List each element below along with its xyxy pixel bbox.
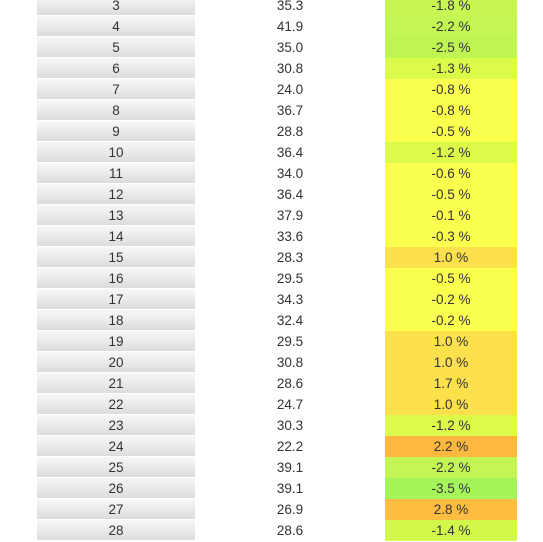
value-cell: 36.7: [195, 100, 385, 121]
row-number-cell: 18: [37, 310, 195, 331]
row-number-cell: 3: [37, 0, 195, 16]
row-number-cell: 27: [37, 499, 195, 520]
change-cell: -0.1 %: [385, 205, 517, 226]
table-row: [37, 142, 517, 163]
data-table: [37, 0, 517, 541]
change-cell: -1.3 %: [385, 58, 517, 79]
value-cell: 39.1: [195, 457, 385, 478]
row-number-cell: 25: [37, 457, 195, 478]
value-cell: 28.6: [195, 520, 385, 541]
row-number-cell: 5: [37, 37, 195, 58]
value-cell: 33.6: [195, 226, 385, 247]
row-number-cell: 28: [37, 520, 195, 541]
value-cell: 36.4: [195, 184, 385, 205]
table-row: [37, 205, 517, 226]
row-number-cell: 12: [37, 184, 195, 205]
change-cell: -1.8 %: [385, 0, 517, 16]
value-cell: 39.1: [195, 478, 385, 499]
table-row: [37, 352, 517, 373]
value-cell: 24.7: [195, 394, 385, 415]
table-row: [37, 499, 517, 520]
row-number-cell: 13: [37, 205, 195, 226]
row-number-cell: 6: [37, 58, 195, 79]
change-cell: 2.2 %: [385, 436, 517, 457]
table-row: [37, 373, 517, 394]
change-cell: -0.3 %: [385, 226, 517, 247]
change-cell: 1.0 %: [385, 394, 517, 415]
value-cell: 41.9: [195, 16, 385, 37]
value-cell: 26.9: [195, 499, 385, 520]
value-cell: 29.5: [195, 331, 385, 352]
table-row: [37, 226, 517, 247]
table-row: [37, 247, 517, 268]
change-cell: -2.2 %: [385, 16, 517, 37]
table-row: [37, 37, 517, 58]
row-number-cell: 16: [37, 268, 195, 289]
value-cell: 34.0: [195, 163, 385, 184]
row-number-cell: 10: [37, 142, 195, 163]
table-row: [37, 100, 517, 121]
change-cell: -1.2 %: [385, 415, 517, 436]
row-number-cell: 23: [37, 415, 195, 436]
change-cell: -0.2 %: [385, 310, 517, 331]
table-row: [37, 79, 517, 100]
table-row: [37, 394, 517, 415]
table-row: [37, 289, 517, 310]
value-cell: 30.8: [195, 352, 385, 373]
value-cell: 35.3: [195, 0, 385, 16]
table-row: [37, 310, 517, 331]
row-number-cell: 22: [37, 394, 195, 415]
row-number-cell: 7: [37, 79, 195, 100]
change-cell: 1.0 %: [385, 247, 517, 268]
row-number-cell: 14: [37, 226, 195, 247]
row-number-cell: 26: [37, 478, 195, 499]
value-cell: 29.5: [195, 268, 385, 289]
row-number-cell: 17: [37, 289, 195, 310]
change-cell: 2.8 %: [385, 499, 517, 520]
table-row: [37, 331, 517, 352]
row-number-cell: 4: [37, 16, 195, 37]
change-cell: 1.0 %: [385, 331, 517, 352]
value-cell: 30.8: [195, 58, 385, 79]
value-cell: 35.0: [195, 37, 385, 58]
table-row: [37, 478, 517, 499]
row-number-cell: 11: [37, 163, 195, 184]
change-cell: -3.5 %: [385, 478, 517, 499]
change-cell: -0.8 %: [385, 79, 517, 100]
change-cell: -1.4 %: [385, 520, 517, 541]
change-cell: 1.0 %: [385, 352, 517, 373]
change-cell: -0.5 %: [385, 268, 517, 289]
row-number-cell: 20: [37, 352, 195, 373]
change-cell: 1.7 %: [385, 373, 517, 394]
change-cell: -0.5 %: [385, 121, 517, 142]
value-cell: 37.9: [195, 205, 385, 226]
change-cell: -2.2 %: [385, 457, 517, 478]
table-row: [37, 268, 517, 289]
row-number-cell: 21: [37, 373, 195, 394]
value-cell: 32.4: [195, 310, 385, 331]
table-row: [37, 520, 517, 541]
table-row: [37, 436, 517, 457]
table-row: [37, 163, 517, 184]
change-cell: -1.2 %: [385, 142, 517, 163]
table-row: [37, 0, 517, 16]
table-row: [37, 457, 517, 478]
value-cell: 30.3: [195, 415, 385, 436]
row-number-cell: 24: [37, 436, 195, 457]
row-number-cell: 15: [37, 247, 195, 268]
row-number-cell: 9: [37, 121, 195, 142]
row-number-cell: 19: [37, 331, 195, 352]
table-row: [37, 58, 517, 79]
change-cell: -0.8 %: [385, 100, 517, 121]
table-row: [37, 16, 517, 37]
table-row: [37, 184, 517, 205]
value-cell: 28.3: [195, 247, 385, 268]
value-cell: 28.8: [195, 121, 385, 142]
table-row: [37, 121, 517, 142]
table-row: [37, 415, 517, 436]
change-cell: -2.5 %: [385, 37, 517, 58]
value-cell: 28.6: [195, 373, 385, 394]
value-cell: 22.2: [195, 436, 385, 457]
row-number-cell: 8: [37, 100, 195, 121]
change-cell: -0.5 %: [385, 184, 517, 205]
value-cell: 36.4: [195, 142, 385, 163]
value-cell: 24.0: [195, 79, 385, 100]
change-cell: -0.2 %: [385, 289, 517, 310]
change-cell: -0.6 %: [385, 163, 517, 184]
value-cell: 34.3: [195, 289, 385, 310]
